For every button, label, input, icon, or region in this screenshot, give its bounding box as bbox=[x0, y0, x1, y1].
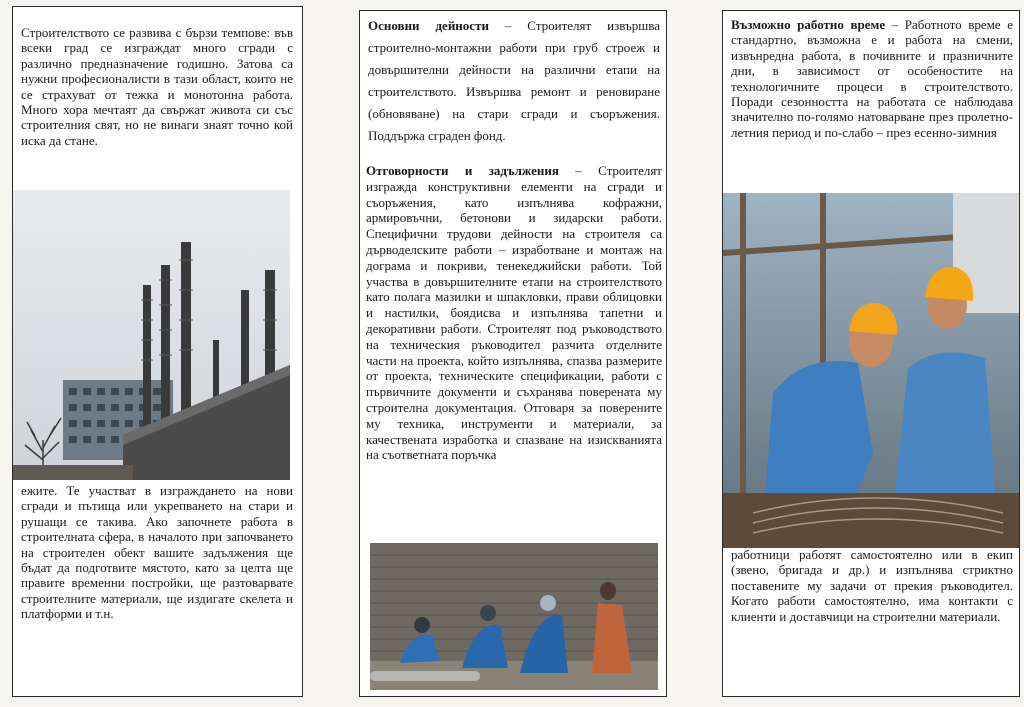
workers-hardhats-photo bbox=[723, 193, 1019, 548]
workers-brick-wall-photo bbox=[370, 543, 658, 690]
intro-paragraph: Строителството се развива с бързи темпове: във всеки град се изграждат много сгради с различно предназначение годишно. Затова са нужни професионалисти в тази област, които не се страхуват от тежка и монотонна работа. Много хора мечтаят да свържат живота си със строителния свят, но не винаги знаят точно кой иска да стане. bbox=[21, 25, 293, 148]
brochure-panel-left bbox=[12, 6, 303, 697]
workers-hardhats-illustration bbox=[723, 193, 1019, 548]
responsibilities-text: – Строителят изгражда конструктивни елементи на сгради и съоръжения, като изпълнява кофражни, армировъчни, бетонови и зидарски работи. Специфични трудови дейности на строителя са дърводелските работи – изработване и монтаж на дограма и покриви, тенекеджийски работи. Той участва в довършителните етапи на строителството като полага мазилки и шпакловки, прави облицовки и настилки, боядисва и изпълнява тапетни и декоративни работи. Строителят под ръководството на техническия ръководител разчита отделните части на проекта, който изпълнява, спазва размерите от проекта, техническите спецификации, работи с първичните документи и съхранява поверената му строителна документация. Отговаря за поверените му техника, инструменти и материали, за качествената изработка и спазване на изискванията на съответната поръчка bbox=[366, 163, 662, 463]
brochure-panel-middle bbox=[359, 10, 667, 697]
working-hours-text: – Работното време е стандартно, възможна е и работа на смени, извънредна работа, в почивните и празничните дни, в зависимост от особеностите на технологичните процеси в строителството. Поради сезонността на работата се наблюдава значително по-голямо натоварване през пролетно-летния период и по-слабо – през есенно-зимния bbox=[731, 17, 1013, 140]
main-activities-paragraph bbox=[368, 15, 660, 147]
working-hours-continuation: работници работят самостоятелно или в екип (звено, бригада и др.) и изпълнява стриктно поставените му задачи от прекия ръководител. Когато работи самостоятелно, има контакти с клиенти и доставчици на строителни материали. bbox=[731, 547, 1013, 624]
main-activities-heading: Основни дейности bbox=[368, 18, 489, 33]
working-hours-heading: Възможно работно време bbox=[731, 17, 886, 32]
construction-site-photo bbox=[13, 190, 290, 480]
working-hours-paragraph bbox=[731, 17, 1013, 140]
responsibilities-paragraph bbox=[366, 163, 662, 463]
workers-brick-wall-illustration bbox=[370, 543, 658, 690]
brochure-panel-right bbox=[722, 10, 1020, 697]
continuation-paragraph: ежите. Те участват в изграждането на нови сгради и пътища или укрепването на стари и рушащи се такива. Ако започнете работа в строителната сфера, в началото при започването на строителен обект вашите задължения ще бъдат да подготвите мястото, като за целта ще правите временни постройки, ще разтоварвате строителните материали, ще издигате скелета и платформи и т.н. bbox=[21, 483, 293, 622]
main-activities-text: – Строителят извършва строително-монтажни работи при груб строеж и довършителни дейности на различни етапи на строителството. Извършва ремонт и реновиране (обновяване) на стари сгради и съоръжения. Поддържа сграден фонд. bbox=[368, 18, 660, 143]
construction-site-illustration bbox=[13, 190, 290, 480]
responsibilities-heading: Отговорности и задължения bbox=[366, 163, 559, 178]
